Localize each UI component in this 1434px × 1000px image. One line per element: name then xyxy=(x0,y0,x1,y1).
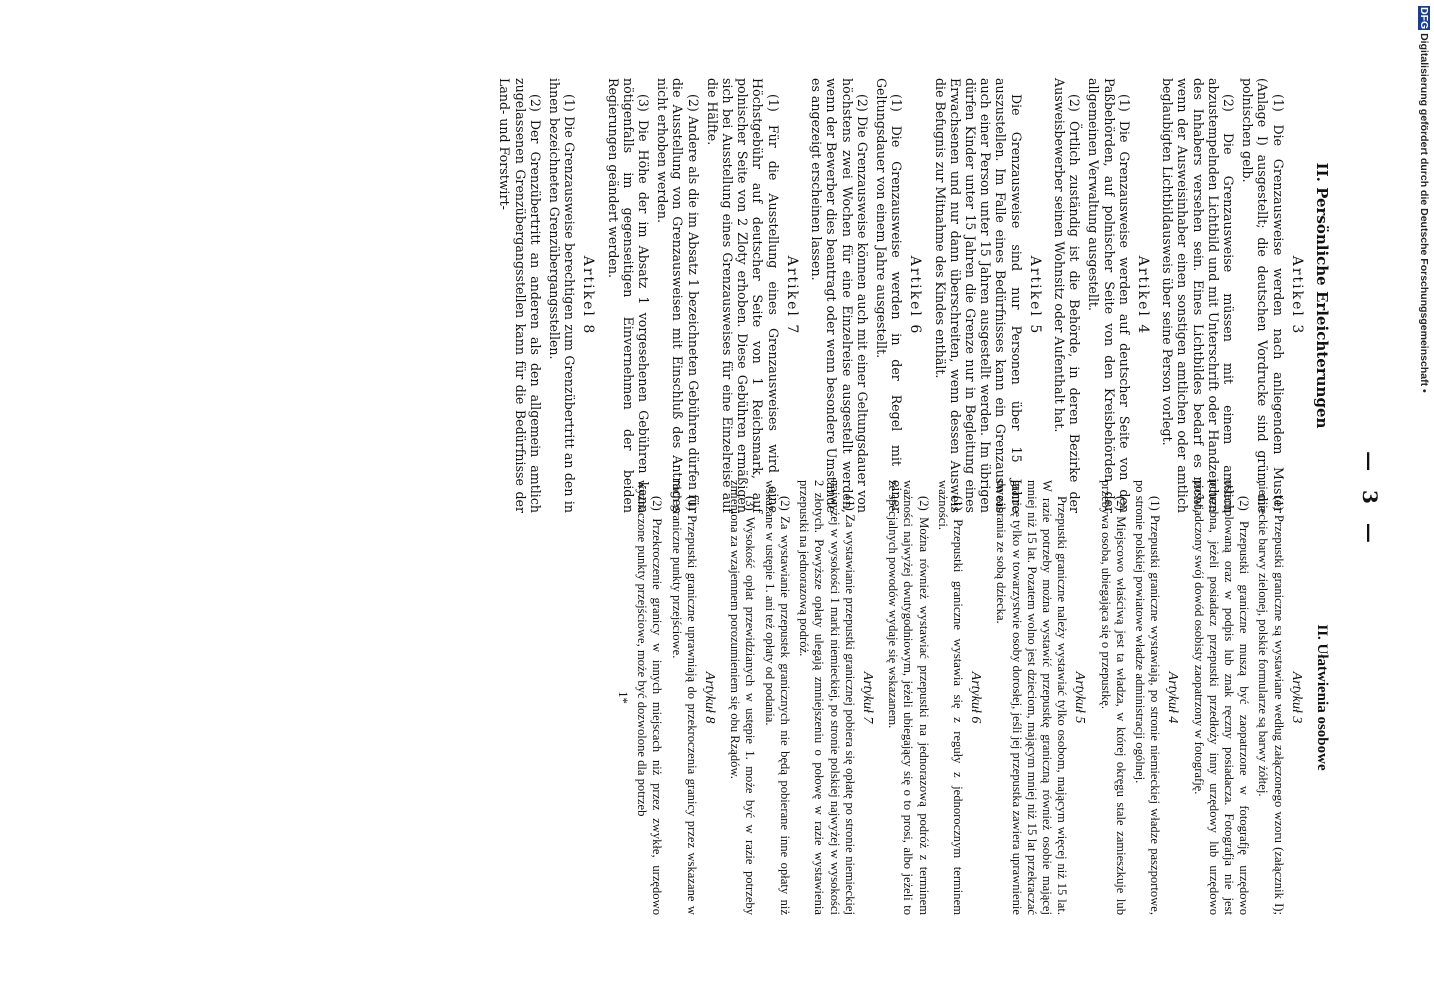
article-title: Artikel 7 xyxy=(783,255,800,336)
article-title: Artikel 3 xyxy=(1288,255,1305,336)
article-title: Artikel 6 xyxy=(907,255,924,336)
credit-text: Digitalisierung gefördert durch die Deutsche Forschungsgemeinschaft • xyxy=(1418,33,1430,393)
article-title: Artykuł 4 xyxy=(1165,671,1181,724)
german-column xyxy=(269,78,1329,513)
polish-column xyxy=(269,480,1329,915)
paragraph: (1) Die Grenzausweise werden nach anliegendem Muster (Anlage I) ausgestellt; die deutschen Vordrucke sind grün, die polnischen gelb. xyxy=(1240,78,1286,513)
article-title: Artykuł 8 xyxy=(702,671,718,724)
article-title: Artykuł 5 xyxy=(1072,671,1088,724)
paragraph: Przepustki graniczne należy wystawiać tylko osobom, mającym więcej niż 15 lat. W razie potrzeby można wystawić przepustkę graniczną również osobie mającej mniej niż 15 lat. Pozatem wolno jest dzieciom, mającym mniej niż 15 lat przekraczać granicę tylko w towarzystwie osoby dorosłej, jeśli jej przepustka zawiera uprawnienie do zabrania ze sobą dziecka. xyxy=(994,480,1070,915)
paragraph: (3) Wysokość opłat przewidzianych w ustępie 1. może być w razie potrzeby zmieniona za wzajemnem porozumieniem się obu Rządów. xyxy=(728,480,758,915)
german-section-title: II. Persönliche Erleichterungen xyxy=(1313,162,1331,429)
paragraph: (1) Przepustki graniczne są wystawiane według załączonego wzoru (załącznik I); niemieckie barwy zielonej, polskie formularze są barwy żółtej. xyxy=(1256,480,1286,915)
paragraph: (2) Można również wystawiać przepustki na jednorazową podróż z terminem ważności najwyżej dwutygodniowym, jeżeli ubiegający się o to prosi, albo jeżeli to ze specjalnych powodów wydaje się wskazanem. xyxy=(886,480,931,915)
paragraph: (2) Za wystawianie przepustek granicznych nie będą pobierane inne opłaty niż wskazane w ustępie 1. ani też opłaty od podania. xyxy=(762,480,792,915)
paragraph: (1) Za wystawianie przepustki granicznej pobiera się opłatę po stronie niemieckiej najwyżej w wysokości 1 marki niemieckiej, po stronie polskiej najwyżej w wysokości 2 złotych. Powyższe opłaty ulegają zmniejszeniu o połowę w razie wystawienia przepustki na jednorazową podróż. xyxy=(797,480,857,915)
paragraph: (2) Örtlich zuständig ist die Behörde, in deren Bezirke der Ausweisbewerber seinen Wohnsitz oder Aufenthalt hat. xyxy=(1051,78,1083,513)
paragraph: (2) Przekroczenie granicy w innych miejscach niż przez zwykłe, urzędowo wyznaczone punkty przejściowe, może być dozwolone dla potrzeb xyxy=(635,480,665,915)
paragraph: (2) Die Grenzausweise müssen mit einem amtlich abzustempelnden Lichtbild und mit Unterschrift oder Handzeichen des Inhabers versehen sein. Eines Lichtbildes bedarf es nicht, wenn der Ausweisinhaber einen sonstigen amtlichen oder amtlich beglaubigten Lichtbildausweis über seine Person vorlegt. xyxy=(1160,78,1236,513)
article-title: Artikel 8 xyxy=(580,255,597,336)
paragraph: (1) Przepustki graniczne uprawniają do przekroczenia granicy przez wskazane w nich graniczne punkty przejściowe. xyxy=(669,480,699,915)
page-number: — 3 — xyxy=(1358,451,1382,549)
paragraph: Die Grenzausweise sind nur Personen über 15 Jahre auszustellen. Im Falle eines Bedürfnisses kann ein Grenzausweis auch einer Person unter 15 Jahren ausgestellt werden. Im übrigen dürfen Kinder unter 15 Jahren die Grenze nur in Begleitung eines Erwachsenen und nur dann überschreiten, wenn dessen Ausweis die Befugnis zur Mitnahme des Kindes enthält. xyxy=(932,78,1024,513)
paragraph: (2) Przepustki graniczne muszą być zaopatrzone w fotografję urzędowo ostemplowaną oraz w podpis lub znak ręczny posiadacza. Fotografja nie jest potrzebna, jeżeli posiadacz przepustki przedłoży inny urzędowy lub urzędowo poświadczony swój dowód osobisty zaopatrzony w fotografję. xyxy=(1191,480,1252,915)
paragraph: (2) Die Grenzausweise können auch mit einer Geltungsdauer von höchstens zwei Wochen für eine Einzelreise ausgestellt werden, wenn der Bewerber dies beantragt oder wenn besondere Umstände es angezeigt erscheinen lassen. xyxy=(809,78,870,513)
dfg-logo: DFG xyxy=(1418,7,1430,30)
paragraph: (2) Miejscowo właściwą jest ta władza, w której okręgu stale zamieszkuje lub przebywa osoba, ubiegająca się o przepustkę. xyxy=(1098,480,1128,915)
article-title: Artykuł 7 xyxy=(859,671,875,724)
signature-mark: 1* xyxy=(616,691,631,704)
paragraph: (1) Die Grenzausweise werden in der Regel mit einer Geltungsdauer von einem Jahre ausgestellt. xyxy=(873,78,905,513)
paragraph: (1) Przepustki graniczne wystawiają, po stronie niemieckiej władze paszportowe, po stronie polskiej powiatowe władze administracji ogólnej. xyxy=(1132,480,1163,915)
paragraph: (3) Die Höhe der im Absatz 1 vorgesehenen Gebühren kann nötigenfalls im gegenseitigen Einvernehmen der beiden Regierungen geändert werden. xyxy=(605,78,652,513)
paragraph: (1) Für die Ausstellung eines Grenzausweises wird eine Höchstgebühr auf deutscher Seite von 1 Reichsmark, auf polnischer Seite von 2 Zloty erhoben. Diese Gebühren ermäßigen sich bei Ausstellung eines Grenzausweises für eine Einzelreise auf die Hälfte. xyxy=(704,78,781,513)
paragraph: (2) Der Grenzübertritt an anderen als den allgemein amtlich zugelassenen Grenzübergangsstellen kann für die Bedürfnisse der Land- und Forstwirt- xyxy=(497,78,543,513)
paragraph: (1) Die Grenzausweise berechtigen zum Grenzübertritt an den in ihnen bezeichneten Grenzübergangsstellen. xyxy=(547,78,578,513)
digitization-credit xyxy=(1418,6,1432,406)
article-title: Artikel 4 xyxy=(1134,255,1151,336)
polish-section-title: II. Ułatwienia osobowe xyxy=(1314,624,1330,771)
article-title: Artikel 5 xyxy=(1026,255,1043,336)
article-title: Artykuł 3 xyxy=(1288,671,1304,724)
paragraph: (1) Przepustki graniczne wystawia się z reguły z jednorocznym terminem ważności. xyxy=(935,480,965,915)
paragraph: (2) Andere als die im Absatz 1 bezeichneten Gebühren dürfen für die Ausstellung von Grenzausweisen mit Einschluß des Antrages nicht erhoben werden. xyxy=(655,78,701,513)
paragraph: (1) Die Grenzausweise werden auf deutscher Seite von den Paßbehörden, auf polnischer Seite von den Kreisbehörden der allgemeinen Verwaltung ausgestellt. xyxy=(1086,78,1132,513)
article-title: Artykuł 6 xyxy=(968,671,984,724)
